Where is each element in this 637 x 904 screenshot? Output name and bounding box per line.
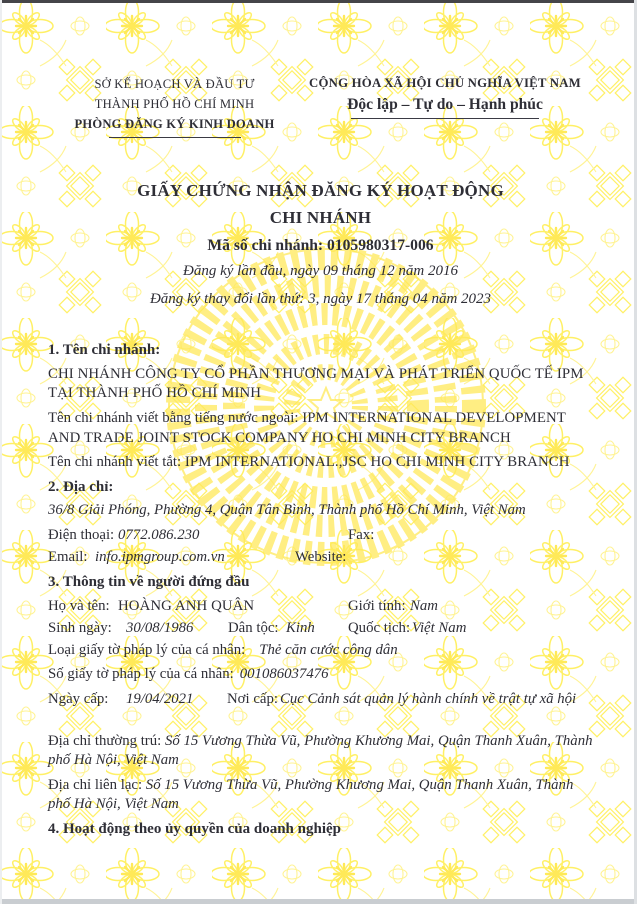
email-website-row bbox=[48, 548, 593, 570]
phone-value: 0772.086.230 bbox=[118, 526, 200, 543]
scan-edge-left bbox=[0, 0, 2, 904]
permanent-address-value: Số 15 Vương Thừa Vũ, Phường Khương Mai, Quận Thanh Xuân, Thành phố Hà Nội, Việt Nam bbox=[48, 732, 593, 769]
nationality-label: Quốc tịch: bbox=[348, 619, 411, 636]
authority-underline bbox=[109, 137, 241, 138]
contact-address-row bbox=[48, 776, 593, 815]
scan-edge-bottom bbox=[0, 899, 637, 904]
foreign-name-label: Tên chi nhánh viết bằng tiếng nước ngoài: bbox=[48, 409, 299, 426]
nationality-value: Việt Nam bbox=[412, 619, 467, 636]
permanent-address-label: Địa chỉ thường trú: bbox=[48, 732, 162, 749]
authority-line1: SỞ KẾ HOẠCH VÀ ĐẦU TƯ bbox=[94, 77, 255, 91]
document-title bbox=[48, 178, 593, 231]
phone-fax-row bbox=[48, 526, 593, 548]
branch-name-vietnamese: CHI NHÁNH CÔNG TY CỔ PHẦN THƯƠNG MẠI VÀ PHÁT TRIỂN QUỐC TẾ IPM TẠI THÀNH PHỐ HỒ CHÍ MINH bbox=[48, 365, 584, 402]
foreign-name-value: IPM INTERNATIONAL DEVELOPMENT AND TRADE JOINT STOCK COMPANY HO CHI MINH CITY BRANCH bbox=[48, 409, 566, 446]
motto-underline bbox=[351, 118, 539, 119]
section2-heading: 2. Địa chỉ: bbox=[48, 478, 114, 495]
branch-code-value: 0105980317-006 bbox=[327, 237, 434, 255]
section1-heading: 1. Tên chi nhánh: bbox=[48, 342, 161, 359]
id-type-label: Loại giấy tờ pháp lý của cá nhân: bbox=[48, 641, 246, 658]
gender-value: Nam bbox=[410, 597, 438, 614]
issue-date-value: 19/04/2021 bbox=[126, 690, 194, 707]
fullname-value: HOÀNG ANH QUÂN bbox=[118, 597, 255, 614]
permanent-address-row bbox=[48, 732, 593, 771]
issue-row bbox=[48, 690, 593, 732]
national-motto: Độc lập – Tự do – Hạnh phúc bbox=[347, 95, 543, 113]
ethnicity-value: Kinh bbox=[286, 619, 315, 636]
issue-place-value: Cục Cảnh sát quản lý hành chính về trật tự xã hội bbox=[280, 690, 577, 707]
website-label: Website: bbox=[295, 548, 347, 565]
dob-value: 30/08/1986 bbox=[126, 619, 194, 636]
branch-code-line bbox=[48, 237, 593, 255]
email-value: info.ipmgroup.com.vn bbox=[95, 548, 225, 565]
document-header bbox=[48, 74, 593, 138]
branch-name-foreign bbox=[48, 409, 593, 448]
national-header-block bbox=[297, 74, 593, 119]
first-registration-line: Đăng ký lần đầu, ngày 09 tháng 12 năm 2016 bbox=[183, 263, 458, 280]
short-name-label: Tên chi nhánh viết tắt: bbox=[48, 454, 182, 471]
dob-ethnicity-nationality-row bbox=[48, 619, 593, 641]
certificate-body bbox=[48, 341, 593, 840]
fax-label: Fax: bbox=[348, 526, 375, 543]
change-registration-line: Đăng ký thay đổi lần thứ: 3, ngày 17 tháng 04 năm 2023 bbox=[149, 291, 492, 308]
section3-heading: 3. Thông tin về người đứng đầu bbox=[48, 573, 250, 590]
fullname-label: Họ và tên: bbox=[48, 597, 110, 614]
title-line1: GIẤY CHỨNG NHẬN ĐĂNG KÝ HOẠT ĐỘNG bbox=[137, 181, 504, 201]
authority-line3: PHÒNG ĐĂNG KÝ KINH DOANH bbox=[74, 117, 275, 132]
id-number-label: Số giấy tờ pháp lý của cá nhân: bbox=[48, 666, 234, 683]
dob-label: Sinh ngày: bbox=[48, 619, 112, 636]
contact-address-value: Số 15 Vương Thừa Vũ, Phường Khương Mai, Quận Thanh Xuân, Thành phố Hà Nội, Việt Nam bbox=[48, 776, 574, 813]
issue-date-label: Ngày cấp: bbox=[48, 690, 109, 707]
id-number-row bbox=[48, 665, 593, 685]
national-title: CỘNG HÒA XÃ HỘI CHỦ NGHĨA VIỆT NAM bbox=[309, 76, 581, 90]
section4-heading: 4. Hoạt động theo ủy quyền của doanh nghiệp bbox=[48, 820, 341, 837]
gender-label: Giới tính: bbox=[348, 597, 406, 614]
ethnicity-label: Dân tộc: bbox=[228, 619, 279, 636]
title-line2: CHI NHÁNH bbox=[269, 207, 372, 227]
email-label: Email: bbox=[48, 548, 88, 565]
issuing-authority-block bbox=[62, 74, 287, 138]
authority-line2: THÀNH PHỐ HỒ CHÍ MINH bbox=[94, 97, 255, 112]
branch-address: 36/8 Giải Phóng, Phường 4, Quận Tân Bình, Thành phố Hồ Chí Minh, Việt Nam bbox=[48, 502, 526, 519]
id-number-value: 001086037476 bbox=[239, 666, 329, 683]
branch-code-label: Mã số chi nhánh: bbox=[207, 237, 324, 255]
phone-label: Điện thoại: bbox=[48, 526, 115, 543]
scan-edge-top bbox=[0, 0, 637, 3]
contact-address-label: Địa chỉ liên lạc: bbox=[48, 776, 143, 793]
id-type-row bbox=[48, 641, 593, 661]
fullname-gender-row bbox=[48, 597, 593, 619]
branch-name-short bbox=[48, 453, 593, 473]
short-name-value: IPM INTERNATIONAL.,JSC HO CHI MINH CITY BRANCH bbox=[184, 454, 570, 471]
issue-place-label: Nơi cấp: bbox=[227, 690, 278, 707]
id-type-value: Thẻ căn cước công dân bbox=[259, 641, 398, 658]
